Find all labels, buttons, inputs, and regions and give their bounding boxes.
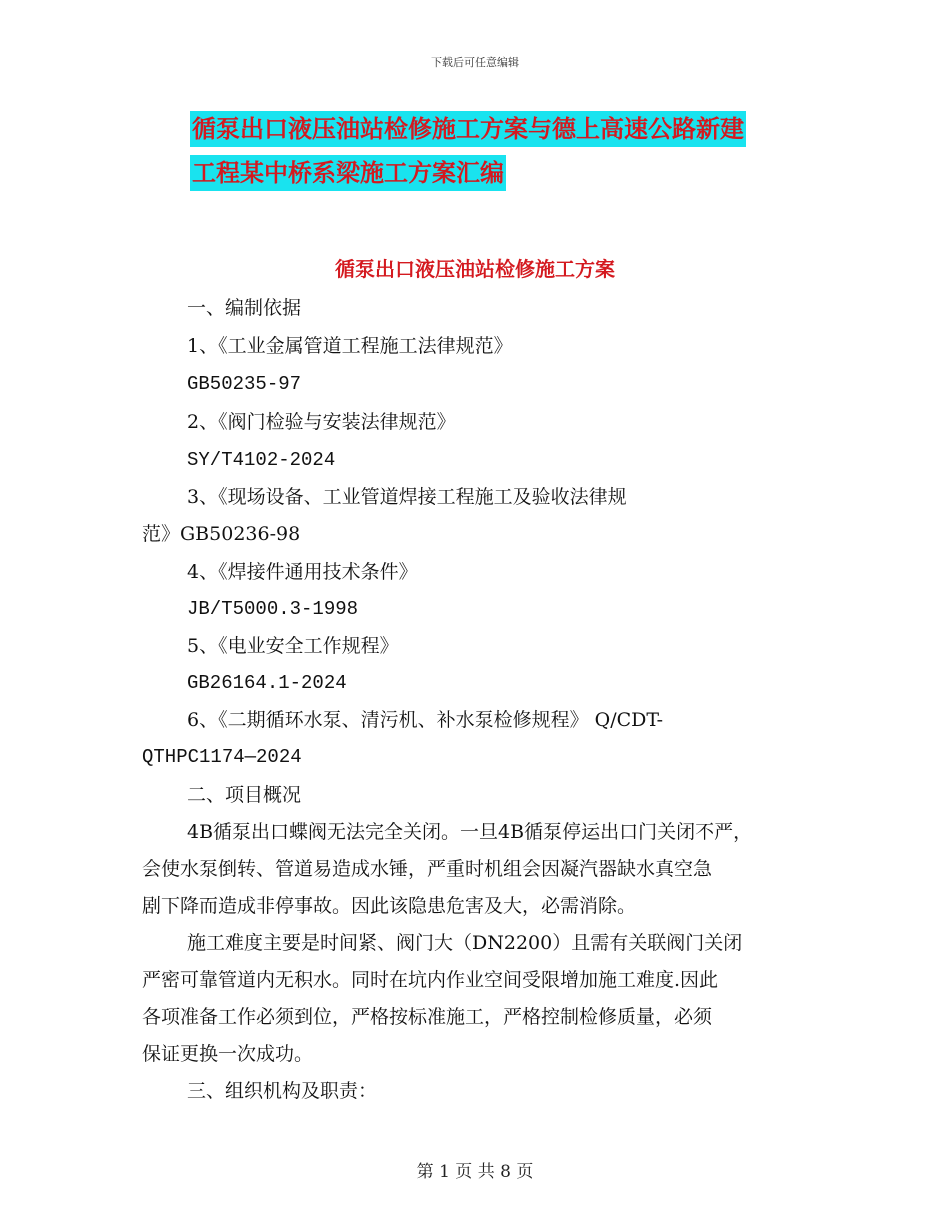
paragraph-line: 保证更换一次成功。 <box>142 1043 314 1065</box>
list-item-continued: 范》GB50236-98 <box>142 523 301 545</box>
document-title-line-1: 循泵出口液压油站检修施工方案与德上高速公路新建 <box>190 117 810 141</box>
section-title: 循泵出口液压油站检修施工方案 <box>335 257 615 281</box>
list-item: 3、《现场设备、工业管道焊接工程施工及验收法律规 <box>187 486 627 508</box>
heading-organization: 三、组织机构及职责： <box>187 1080 378 1102</box>
standard-code: GB50235-97 <box>187 373 302 395</box>
list-item: 5、《电业安全工作规程》 <box>187 635 399 657</box>
standard-code: QTHPC1174—2024 <box>142 746 302 768</box>
standard-code: SY/T4102-2024 <box>187 449 336 471</box>
standard-code: JB/T5000.3-1998 <box>187 598 359 620</box>
paragraph-line: 4B循泵出口蝶阀无法完全关闭。一旦4B循泵停运出口门关闭不严， <box>187 821 753 843</box>
list-item: 4、《焊接件通用技术条件》 <box>187 561 418 583</box>
paragraph-line: 严密可靠管道内无积水。同时在坑内作业空间受限增加施工难度.因此 <box>142 969 719 991</box>
list-item: 6、《二期循环水泵、清污机、补水泵检修规程》 Q/CDT- <box>187 709 664 731</box>
heading-basis: 一、编制依据 <box>187 297 302 319</box>
list-item: 2、《阀门检验与安装法律规范》 <box>187 411 456 433</box>
standard-code: GB26164.1-2024 <box>187 672 347 694</box>
header-note: 下载后可任意编辑 <box>431 56 519 69</box>
paragraph-line: 施工难度主要是时间紧、阀门大（DN2200）且需有关联阀门关闭 <box>187 932 743 954</box>
page-number: 第 1 页 共 8 页 <box>416 1162 534 1182</box>
document-title-line-2: 工程某中桥系梁施工方案汇编 <box>190 161 810 185</box>
paragraph-line: 剧下降而造成非停事故。因此该隐患危害及大，必需消除。 <box>142 895 637 917</box>
paragraph-line: 会使水泵倒转、管道易造成水锤，严重时机组会因凝汽器缺水真空急 <box>142 858 713 880</box>
paragraph-line: 各项准备工作必须到位，严格按标准施工，严格控制检修质量，必须 <box>142 1006 713 1028</box>
heading-overview: 二、项目概况 <box>187 784 302 806</box>
list-item: 1、《工业金属管道工程施工法律规范》 <box>187 335 513 357</box>
